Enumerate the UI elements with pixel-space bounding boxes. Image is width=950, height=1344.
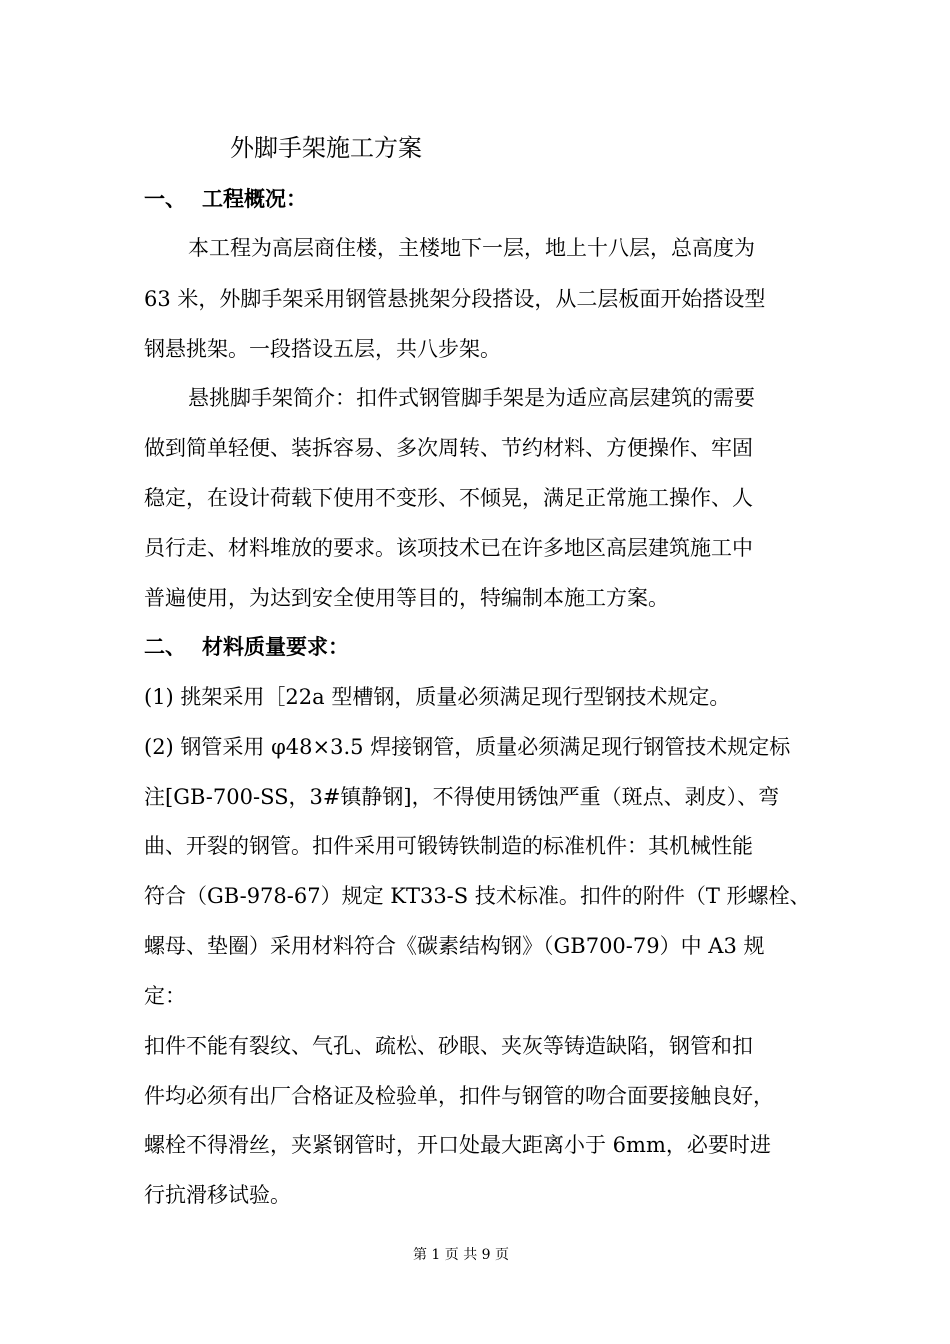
paragraph-line: 做到简单轻便、装拆容易、多次周转、节约材料、方便操作、牢固 [144, 436, 753, 460]
paragraph-line: 行抗滑移试验。 [144, 1183, 291, 1207]
paragraph-line: 曲、开裂的钢管。扣件采用可锻铸铁制造的标准机件：其机械性能 [144, 834, 753, 858]
paragraph-line: (1) 挑架采用［22a 型槽钢，质量必须满足现行型钢技术规定。 [144, 685, 731, 709]
paragraph-line: (2) 钢管采用 φ48×3.5 焊接钢管，质量必须满足现行钢管技术规定标 [144, 735, 791, 759]
section-title: 材料质量要求： [202, 634, 349, 659]
paragraph-line: 普遍使用，为达到安全使用等目的，特编制本施工方案。 [144, 586, 669, 610]
paragraph-line: 稳定，在设计荷载下使用不变形、不倾晃，满足正常施工操作、人 [144, 486, 753, 510]
paragraph-line: 定： [144, 984, 186, 1008]
page-footer: 第 1 页 共 9 页 [412, 1247, 510, 1263]
section-heading-1 [144, 184, 307, 214]
paragraph-line: 扣件不能有裂纹、气孔、疏松、砂眼、夹灰等铸造缺陷，钢管和扣 [144, 1034, 753, 1058]
paragraph-line: 件均必须有出厂合格证及检验单，扣件与钢管的吻合面要接触良好， [144, 1084, 774, 1108]
section-number: 二、 [144, 634, 186, 659]
section-heading-2 [144, 632, 349, 662]
paragraph-line: 螺栓不得滑丝，夹紧钢管时，开口处最大距离小于 6mm，必要时进 [144, 1133, 771, 1157]
paragraph-line: 螺母、垫圈）采用材料符合《碳素结构钢》（GB700-79）中 A3 规 [144, 934, 765, 958]
paragraph-line: 符合（GB-978-67）规定 KT33-S 技术标准。扣件的附件（T 形螺栓、 [144, 884, 811, 908]
paragraph-line: 悬挑脚手架简介：扣件式钢管脚手架是为适应高层建筑的需要 [188, 386, 755, 410]
paragraph-line: 本工程为高层商住楼，主楼地下一层，地上十八层，总高度为 [188, 236, 755, 260]
paragraph-line: 员行走、材料堆放的要求。该项技术已在许多地区高层建筑施工中 [144, 536, 753, 560]
paragraph-line: 钢悬挑架。一段搭设五层，共八步架。 [144, 337, 501, 361]
section-title: 工程概况： [202, 186, 307, 211]
paragraph-line: 63 米，外脚手架采用钢管悬挑架分段搭设，从二层板面开始搭设型 [144, 287, 766, 311]
section-number: 一、 [144, 186, 186, 211]
document-title: 外脚手架施工方案 [230, 134, 422, 162]
paragraph-line: 注[GB-700-SS，3#镇静钢]，不得使用锈蚀严重（斑点、剥皮）、弯 [144, 785, 780, 809]
